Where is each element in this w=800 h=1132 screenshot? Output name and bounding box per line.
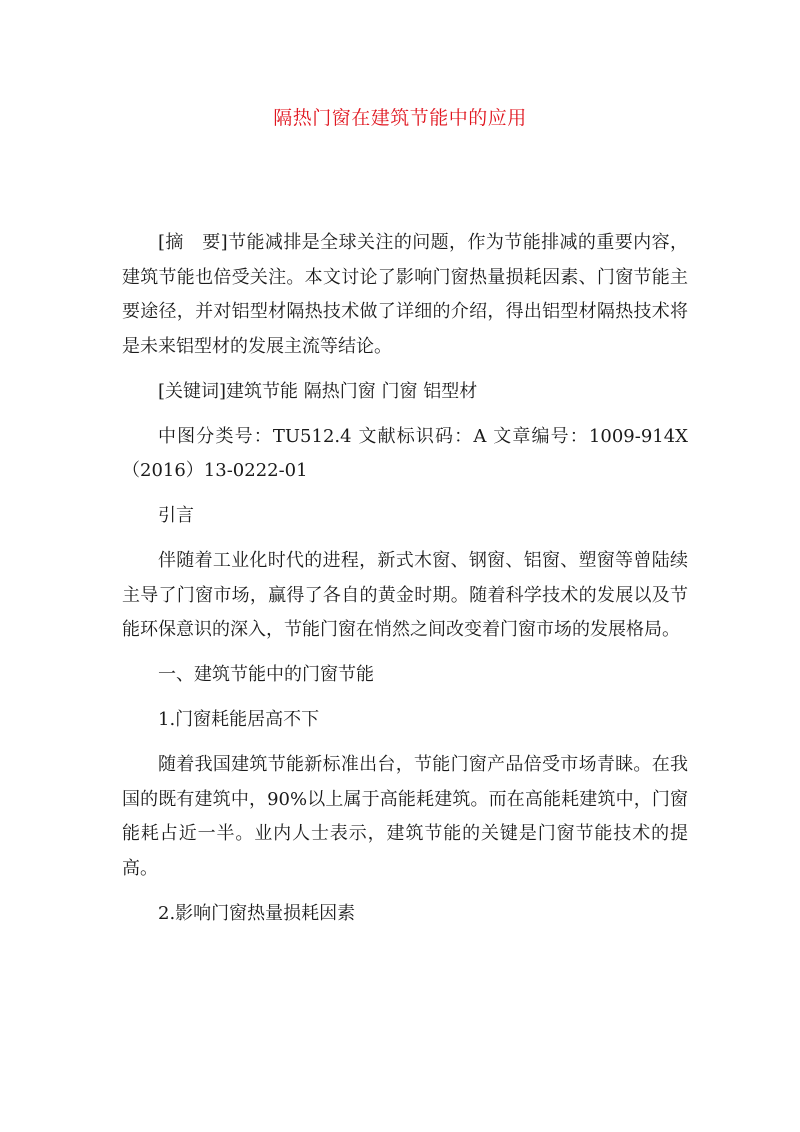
classification-line: 中图分类号：TU512.4 文献标识码：A 文章编号：1009-914X（2016）13-0222-01 bbox=[122, 425, 688, 481]
keywords-line: [关键词]建筑节能 隔热门窗 门窗 铝型材 bbox=[158, 380, 478, 402]
section-heading-1: 一、建筑节能中的门窗节能 bbox=[158, 664, 374, 685]
abstract-paragraph: [摘 要]节能减排是全球关注的问题，作为节能排减的重要内容，建筑节能也倍受关注。本文讨论了影响门窗热量损耗因素、门窗节能主要途径，并对铝型材隔热技术做了详细的介绍，得出铝型材隔热技术将是未来铝型材的发展主流等结论。 bbox=[122, 232, 688, 357]
subsection-heading-1: 1.门窗耗能居高不下 bbox=[158, 709, 320, 730]
document-body bbox=[122, 226, 688, 942]
document-title: 隔热门窗在建筑节能中的应用 bbox=[273, 107, 527, 129]
subsection-paragraph-1: 随着我国建筑节能新标准出台，节能门窗产品倍受市场青睐。在我国的既有建筑中，90%以上属于高能耗建筑。而在高能耗建筑中，门窗能耗占近一半。业内人士表示，建筑节能的关键是门窗节能技术的提高。 bbox=[122, 754, 688, 879]
subsection-heading-2: 2.影响门窗热量损耗因素 bbox=[158, 902, 356, 924]
intro-paragraph: 伴随着工业化时代的进程，新式木窗、钢窗、铝窗、塑窗等曾陆续主导了门窗市场，赢得了各自的黄金时期。随着科学技术的发展以及节能环保意识的深入，节能门窗在悄然之间改变着门窗市场的发展格局。 bbox=[122, 550, 688, 640]
intro-heading: 引言 bbox=[158, 505, 194, 526]
